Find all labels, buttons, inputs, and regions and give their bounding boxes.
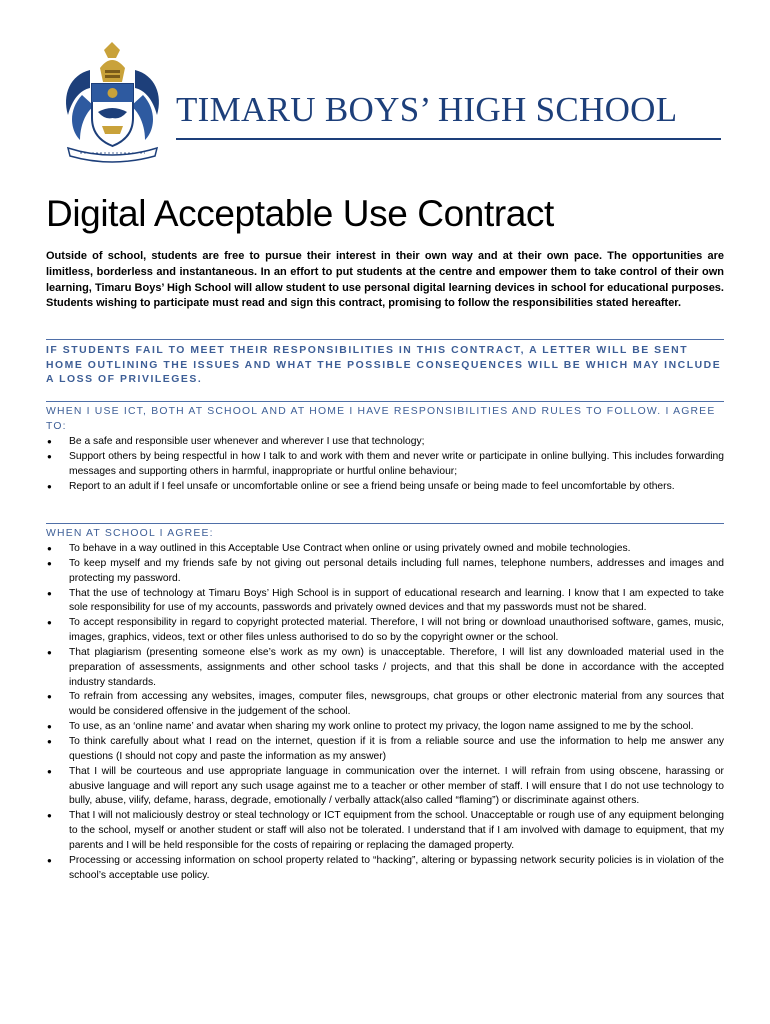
list-item: ● That plagiarism (presenting someone else’s work as my own) is unacceptable. Therefore, I will list any downloaded material used in the preparation of assessments, assignments and other school tasks / projects, and that this shall be done in accordance with the accepted industry standards. <box>46 646 724 691</box>
school-name: TIMARU BOYS’ HIGH SCHOOL <box>176 90 678 129</box>
list-item: ● To behave in a way outlined in this Acceptable Use Contract when online or using privately owned and mobile technologies. <box>46 542 724 557</box>
school-crest-icon <box>60 40 165 165</box>
divider <box>46 401 724 402</box>
divider <box>46 523 724 524</box>
list-item: ● Support others by being respectful in how I talk to and work with them and never write or participate in online bullying. This includes forwarding messages and supporting others in harmful, inappropriate or hurtful online behaviour; <box>46 450 724 480</box>
section-heading-ict: WHEN I USE ICT, BOTH AT SCHOOL AND AT HOME I HAVE RESPONSIBILITIES AND RULES TO FOLLOW. I AGREE TO: <box>46 406 716 432</box>
section-heading-school: WHEN AT SCHOOL I AGREE: <box>46 528 214 539</box>
list-item: ● That I will be courteous and use appropriate language in communication over the internet. I will refrain from using obscene, harassing or abusive language and will report any such usage against me to a teacher or other member of staff. I will ensure that I do not use technology to bully, abuse, vilify, defame, harass, degrade, emotionally / verbally attack(also called “flaming”) or discriminate against others. <box>46 765 724 810</box>
warning-notice: IF STUDENTS FAIL TO MEET THEIR RESPONSIBILITIES IN THIS CONTRACT, A LETTER WILL BE SENT HOME OUTLINING THE ISSUES AND WHAT THE POSSIBLE CONSEQUENCES WILL BE WHICH MAY INCLUDE A LOSS OF PRIVILEGES. <box>46 345 722 386</box>
list-item: ● To accept responsibility in regard to copyright protected material. Therefore, I will not bring or download unauthorised software, games, music, images, graphics, videos, text or other files unless authorised to do so by the copyright owner or the school. <box>46 616 724 646</box>
list-item: ● Report to an adult if I feel unsafe or uncomfortable online or see a friend being unsafe or being made to feel uncomfortable by others. <box>46 480 724 495</box>
list-item: ● To keep myself and my friends safe by not giving out personal details including full names, telephone numbers, addresses and images and protecting my password. <box>46 557 724 587</box>
responsibilities-list <box>46 435 724 494</box>
list-item: ● To refrain from accessing any websites, images, computer files, newsgroups, chat groups or other electronic material from any sources that would be considered offensive in the judgement of the school. <box>46 690 724 720</box>
divider <box>46 339 724 340</box>
document-header <box>60 40 725 170</box>
list-item: ● To think carefully about what I read on the internet, question if it is from a reliable source and use the information to help me answer any questions (I should not copy and paste the information as my answer) <box>46 735 724 765</box>
list-item: ● That the use of technology at Timaru Boys’ High School is in support of educational research and learning. I know that I am expected to take sole responsibility for use of my accounts, passwords and privately owned devices and that my passwords must not be shared. <box>46 587 724 617</box>
list-item: ● That I will not maliciously destroy or steal technology or ICT equipment from the school. Unacceptable or rough use of any equipment belonging to the school, myself or another student or staff will also not be tolerated. I understand that if I am involved with damage to equipment, that my parents and I will be held responsible for the costs of repairing or replacing the damaged property. <box>46 809 724 854</box>
list-item: ● To use, as an ‘online name’ and avatar when sharing my work online to protect my privacy, the logon name assigned to me by the school. <box>46 720 724 735</box>
list-item: ● Processing or accessing information on school property related to “hacking”, altering or bypassing network security policies is in violation of the school’s acceptable use policy. <box>46 854 724 884</box>
intro-paragraph: Outside of school, students are free to pursue their interest in their own way and at their own pace. The opportunities are limitless, borderless and instantaneous. In an effort to put students at the centre and empower them to take control of their own learning, Timaru Boys’ High School will allow student to use personal digital learning devices in school for educational purposes. Students wishing to participate must read and sign this contract, promising to follow the responsibilities stated hereafter. <box>46 250 724 310</box>
school-agreement-list <box>46 542 724 883</box>
page-title: Digital Acceptable Use Contract <box>46 193 554 234</box>
list-item: ● Be a safe and responsible user whenever and wherever I use that technology; <box>46 435 724 450</box>
header-divider <box>176 138 721 140</box>
